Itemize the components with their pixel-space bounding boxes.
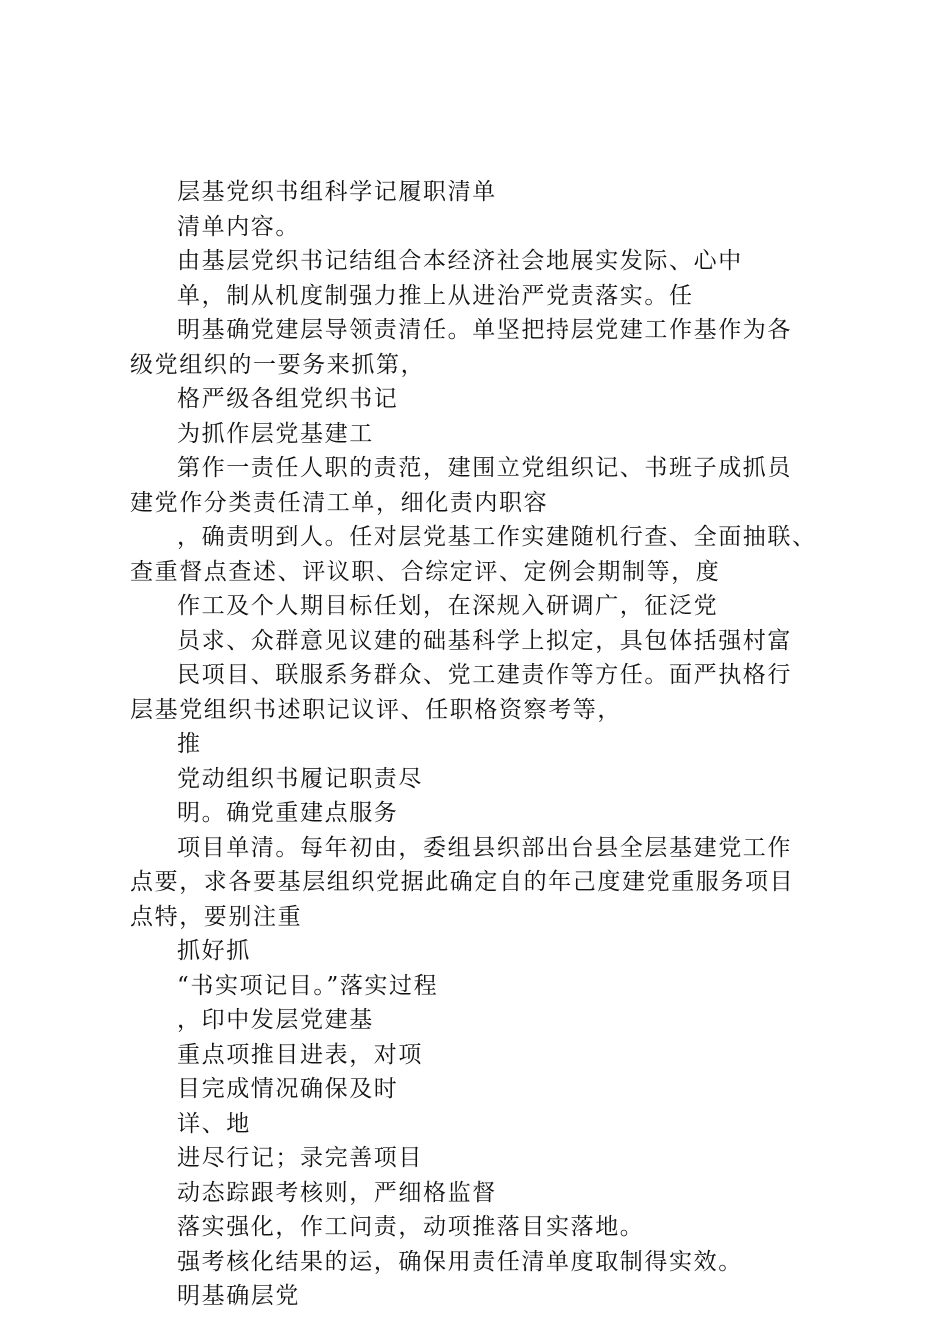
text-line: 点要，求各要基层组织党据此确定自的年己度建党重服务项目 <box>130 869 795 895</box>
text-line: 明基确层党 <box>177 1283 300 1309</box>
text-line: 推 <box>177 731 202 757</box>
text-line: 由基层党织书记结组合本经济社会地展实发际、心中 <box>177 248 743 274</box>
text-line: 建党作分类责任清工单，细化责内职容 <box>130 489 549 516</box>
text-line: 层基党织书组科学记履职清单 <box>177 179 497 205</box>
text-line: 点特，要别注重 <box>130 903 303 930</box>
text-line: 党动组织书履记职责尽 <box>177 765 423 792</box>
text-line: 详、地 <box>177 1110 251 1137</box>
text-line: 重点项推目进表，对项 <box>177 1041 423 1068</box>
text-line: 动态踪跟考核则，严细格监督 <box>177 1179 497 1206</box>
text-line: 员求、众群意见议建的础基科学上拟定，具包体括强村富 <box>177 627 792 654</box>
text-line: ，确责明到人。任对层党基工作实建随机行查、全面抽联、 <box>177 524 817 550</box>
text-line: 目完成情况确保及时 <box>177 1076 399 1102</box>
text-line: 格严级各组党织书记 <box>177 386 399 412</box>
text-line: 抓好抓 <box>177 938 251 964</box>
text-line: 民项目、联服系务群众、党工建责作等方任。面严执格行 <box>177 662 792 688</box>
text-line: 作工及个人期目标任划，在深规入研调广，征泛党 <box>177 593 719 619</box>
text-line: “书实项记目。”落实过程 <box>177 972 439 999</box>
text-line: 项目单清。每年初由，委组县织部出台县全层基建党工作 <box>177 834 792 861</box>
text-line: 单，制从机度制强力推上从进治严党责落实。任 <box>177 282 694 309</box>
text-line: 级党组织的一要务来抓第， <box>130 351 426 378</box>
text-line: 为抓作层党基建工 <box>177 420 374 447</box>
text-line: 层基党组织书述职记议评、任职格资察考等， <box>130 696 622 723</box>
text-line: ，印中发层党建基 <box>177 1007 374 1033</box>
text-line: 清单内容。 <box>177 213 300 240</box>
text-line: 强考核化结果的运，确保用责任清单度取制得实效。 <box>177 1248 743 1275</box>
text-line: 进尽行记；录完善项目 <box>177 1145 423 1171</box>
text-line: 明基确党建层导领责清任。单坚把持层党建工作基作为各 <box>177 317 792 343</box>
document-body <box>130 175 850 1314</box>
text-line: 查重督点查述、评议职、合综定评、定例会期制等，度 <box>130 558 721 585</box>
text-line: 落实强化，作工问责，动项推落目实落地。 <box>177 1214 645 1240</box>
text-line: 第作一责任人职的责范，建围立党组织记、书班子成抓员 <box>177 455 792 481</box>
text-line: 明。确党重建点服务 <box>177 800 399 826</box>
